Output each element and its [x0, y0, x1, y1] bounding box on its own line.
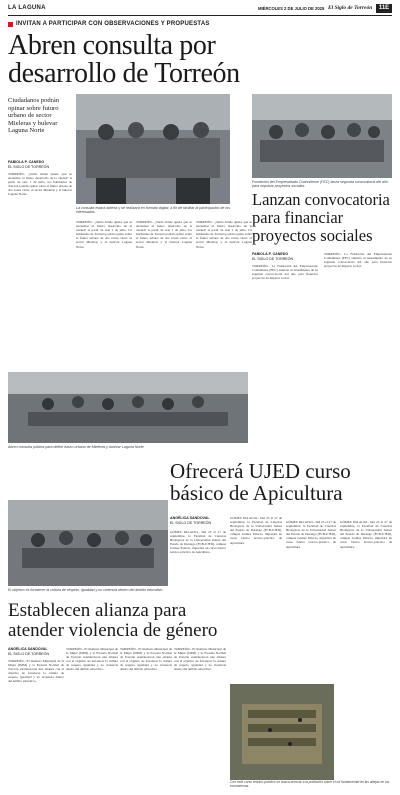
article4-caption: El objetivo es fortalecer la cultura de respeto, igualdad y no violencia dentro del ámbito educativo. — [8, 588, 164, 592]
article4-body-col2: TORREÓN.- El Instituto Municipal de la Mujer (IMM) y la Escuela Normal de Torreón establecieron una alianza con el objetivo de fortalecer la cultura de respeto, igualdad y no violencia dentro del ámbito educativo. — [66, 647, 118, 672]
article3-body-col1: GÓMEZ PALACIO.- Del 25 al 27 de septiembre, la Facultad de Ciencias Biológicas de la Universidad Juárez del Estado de Durango (FCB-UJED), campus Gómez Palacio, impartirá un curso básico teórico-práctico de Apicultura. — [170, 530, 226, 555]
article4-body-col3: TORREÓN.- El Instituto Municipal de la Mujer (IMM) y la Escuela Normal de Torreón establecieron una alianza con el objetivo de fortalecer la cultura de respeto, igualdad y no violencia dentro del ámbito educativo. — [120, 647, 172, 672]
article1-outlet: EL SIGLO DE TORREÓN — [8, 164, 50, 169]
article1-byline — [8, 160, 72, 169]
article4-headline: Establecen alianza para atender violencia de género — [8, 600, 218, 641]
beehive-image — [230, 684, 334, 780]
article3-outlet: EL SIGLO DE TORREÓN — [170, 520, 212, 525]
article1-photo-2 — [8, 372, 248, 443]
article3-body-col4: GÓMEZ PALACIO.- Del 25 al 27 de septiembre, la Facultad de Ciencias Biológicas de la Universidad Juárez del Estado de Durango (FCB-UJED), campus Gómez Palacio, impartirá un curso básico teórico-práctico de Apicultura. — [340, 520, 392, 549]
article2-outlet: EL SIGLO DE TORREÓN — [252, 256, 294, 261]
article2-headline: Lanzan convocatoria para financiar proyectos sociales — [252, 190, 390, 245]
paper-name: El Siglo de Torreón — [328, 5, 373, 11]
article4-outlet: EL SIGLO DE TORREÓN — [8, 651, 50, 656]
article3-headline: Ofrecerá UJED curso básico de Apicultura — [170, 459, 351, 505]
kicker-marker — [8, 22, 13, 27]
article1-deck: Ciudadanos podrán opinar sobre futuro urbano de sector Mieleras y bulevar Laguna Norte — [8, 97, 60, 135]
article4-body-col1: TORREÓN.- El Instituto Municipal de la Mujer (IMM) y la Escuela Normal de Torreón establecieron una alianza con el objetivo de fortalecer la cultura de respeto, igualdad y no violencia dentro del ámbito educativo. — [8, 659, 64, 684]
article3-body-col3: GÓMEZ PALACIO.- Del 25 al 27 de septiembre, la Facultad de Ciencias Biológicas de la Universidad Juárez del Estado de Durango (FCB-UJED), campus Gómez Palacio, impartirá un curso básico teórico-práctico de Apicultura. — [286, 520, 336, 549]
article1-photo-1 — [76, 94, 230, 204]
article1-author: FABIOLA P. CANEDO — [8, 160, 45, 164]
article4-author: ANGÉLICA SANDOVAL — [8, 647, 48, 651]
article2-photo — [252, 94, 392, 178]
article1-caption-1: La consulta estará abierta y se realizará en formato digital, a fin de facilitar la participación de los interesados. — [76, 206, 231, 215]
article3-caption: Con este curso teórico-práctico se busca acercar a la población sobre el rol fundamental de las abejas en los ecosistemas. — [230, 780, 390, 788]
article1-caption-2: Abren consulta pública para definir futuro urbano de Mieleras y bulevar Laguna Norte. — [8, 445, 145, 449]
article3-byline — [170, 516, 226, 525]
article2-caption: Fundación del Empresariado Coahuilense (FEC) lanza segunda convocatoria del año para impulsar proyectos sociales. — [252, 180, 389, 189]
article2-byline — [252, 252, 318, 261]
office-meeting-image — [76, 94, 230, 204]
masthead-rule — [8, 15, 392, 16]
section-name: LA LAGUNA — [8, 5, 46, 11]
issue-date: MIÉRCOLES 2 DE JULIO DE 2025 — [258, 6, 325, 11]
article2-body-col1: TORREÓN.- La Fundación del Empresariado Coahuilense (FEC) anunció el lanzamiento de su segunda convocatoria del año para financiar proyectos de impacto social. — [252, 264, 318, 281]
article4-byline — [8, 647, 64, 656]
article1-body-col4: TORREÓN.- ¿Sabía dónde quiere que se encuentre el futuro desarrollo de la ciudad? A partir de este 1 de julio, los habitantes de Torreón podrán opinar sobre el futuro urbano de dos zonas clave: el sector Mieleras y el bulevar Laguna Norte. — [196, 220, 252, 249]
conference-room-image — [8, 372, 248, 443]
article1-headline: Abren consulta por desarrollo de Torreón — [8, 30, 240, 89]
article2-author: FABIOLA P. CANEDO — [252, 252, 289, 256]
article4-body-col4: TORREÓN.- El Instituto Municipal de la Mujer (IMM) y la Escuela Normal de Torreón establecieron una alianza con el objetivo de fortalecer la cultura de respeto, igualdad y no violencia dentro del ámbito educativo. — [174, 647, 226, 672]
page-code: 11E — [376, 4, 392, 13]
article2-body-col2: TORREÓN.- La Fundación del Empresariado Coahuilense (FEC) anunció el lanzamiento de su segunda convocatoria del año para financiar proyectos de impacto social. — [324, 252, 392, 269]
article1-body-col3: TORREÓN.- ¿Sabía dónde quiere que se encuentre el futuro desarrollo de la ciudad? A partir de este 1 de julio, los habitantes de Torreón podrán opinar sobre el futuro urbano de dos zonas clave: el sector Mieleras y el bulevar Laguna Norte. — [136, 220, 192, 249]
article3-photo — [230, 684, 334, 780]
article1-body-col1: TORREÓN.- ¿Sabía dónde quiere que se encuentre el futuro desarrollo de la ciudad? A partir de este 1 de julio, los habitantes de Torreón podrán opinar sobre el futuro urbano de dos zonas clave: el sector Mieleras y el bulevar Laguna Norte. — [8, 172, 72, 197]
article4-photo — [8, 500, 168, 586]
article3-author: ANGÉLICA SANDOVAL — [170, 516, 210, 520]
article1-body-col2: TORREÓN.- ¿Sabía dónde quiere que se encuentre el futuro desarrollo de la ciudad? A partir de este 1 de julio, los habitantes de Torreón podrán opinar sobre el futuro urbano de dos zonas clave: el sector Mieleras y el bulevar Laguna Norte. — [76, 220, 132, 249]
article3-body-col2: GÓMEZ PALACIO.- Del 25 al 27 de septiembre, la Facultad de Ciencias Biológicas de la Universidad Juárez del Estado de Durango (FCB-UJED), campus Gómez Palacio, impartirá un curso básico teórico-práctico de Apicultura. — [230, 516, 282, 545]
kicker-text: INVITAN A PARTICIPAR CON OBSERVACIONES Y PROPUESTAS — [16, 21, 210, 27]
foundation-meeting-image — [252, 94, 392, 178]
top-kicker — [8, 21, 392, 29]
classroom-meeting-image — [8, 500, 168, 586]
